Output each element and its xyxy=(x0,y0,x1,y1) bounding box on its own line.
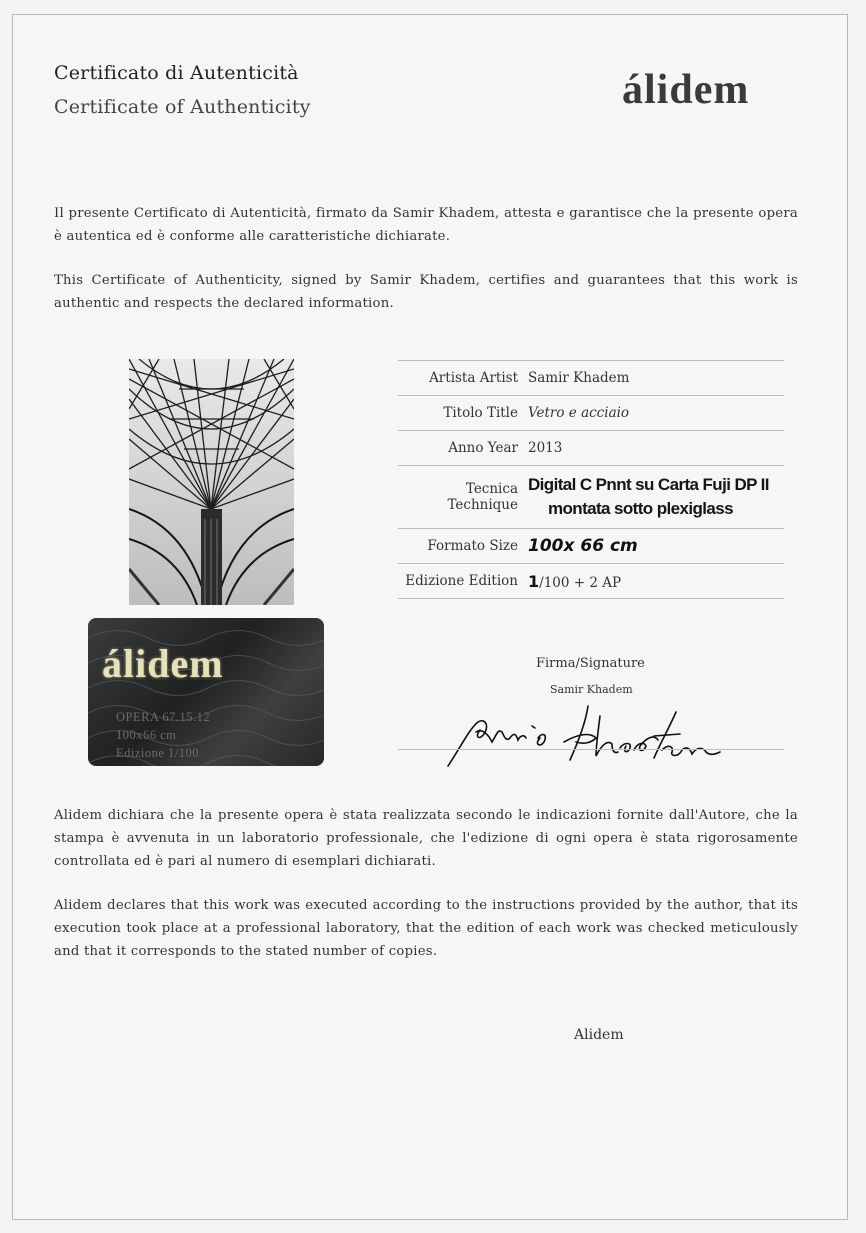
hologram-size: 100x66 cm xyxy=(116,728,177,742)
technique-value xyxy=(528,473,784,521)
title-label: Titolo Title xyxy=(443,405,518,421)
edition-number: 1 xyxy=(528,571,540,591)
signature-line xyxy=(398,749,784,750)
handwritten-signature xyxy=(440,698,740,770)
hologram-edition: Edizione 1/100 xyxy=(116,746,200,760)
size-value: 100x 66 cm xyxy=(528,536,638,556)
alidem-logo: álidem xyxy=(622,67,750,113)
technique-stamp-line-2: montata sotto plexiglass xyxy=(548,499,733,518)
certificate-sheet xyxy=(12,14,848,1220)
hologram-sticker xyxy=(88,618,324,766)
size-row xyxy=(398,528,784,563)
year-row xyxy=(398,430,784,465)
technique-stamp-line-1: Digital C Pnnt su Carta Fuji DP II xyxy=(528,475,769,494)
size-label: Formato Size xyxy=(427,538,518,554)
declaration-english: Alidem declares that this work was executed according to the instructions provided by the author, that its execution took place at a professional laboratory, that the edition of each work was checked meticulously and that it corresponds to the stated number of copies. xyxy=(54,898,798,959)
year-value: 2013 xyxy=(528,440,563,456)
artist-value: Samir Khadem xyxy=(528,370,630,386)
technique-label xyxy=(398,481,528,513)
signature-label: Firma/Signature xyxy=(536,656,645,671)
closing-signatory: Alidem xyxy=(574,1027,624,1043)
declaration-italian: Alidem dichiara che la presente opera è stata realizzata secondo le indicazioni fornite dall'Autore, che la stampa è avvenuta in un laboratorio professionale, che l'edizione di ogni opera è stata rigorosamente controllata ed è pari al numero di esemplari dichiarati. xyxy=(54,808,798,869)
hologram-brand: álidem xyxy=(102,641,224,686)
year-label: Anno Year xyxy=(448,440,518,456)
intro-italian: Il presente Certificato di Autenticità, firmato da Samir Khadem, attesta e garantisce che la presente opera è autentica ed è conforme alle caratteristiche dichiarate. xyxy=(54,206,798,244)
title-value: Vetro e acciaio xyxy=(528,405,630,421)
intro-english: This Certificate of Authenticity, signed by Samir Khadem, certifies and guarantees that this work is authentic and respects the declared information. xyxy=(54,273,798,311)
artwork-photo xyxy=(129,359,294,605)
artwork-details-table xyxy=(398,360,784,599)
signature-name: Samir Khadem xyxy=(550,683,633,696)
title-english: Certificate of Authenticity xyxy=(54,96,311,118)
technique-label-italian: Tecnica xyxy=(465,481,518,497)
hologram-opera-code: OPERA 67.15.12 xyxy=(116,710,211,724)
edition-row xyxy=(398,563,784,599)
title-italian: Certificato di Autenticità xyxy=(54,62,299,84)
edition-total: /100 + 2 AP xyxy=(539,574,622,591)
artist-label: Artista Artist xyxy=(429,370,518,386)
technique-label-english: Technique xyxy=(447,497,518,513)
artist-row xyxy=(398,360,784,395)
title-row xyxy=(398,395,784,430)
edition-label: Edizione Edition xyxy=(405,573,518,589)
edition-value xyxy=(528,572,784,591)
artwork-image xyxy=(129,359,294,605)
technique-row xyxy=(398,465,784,528)
